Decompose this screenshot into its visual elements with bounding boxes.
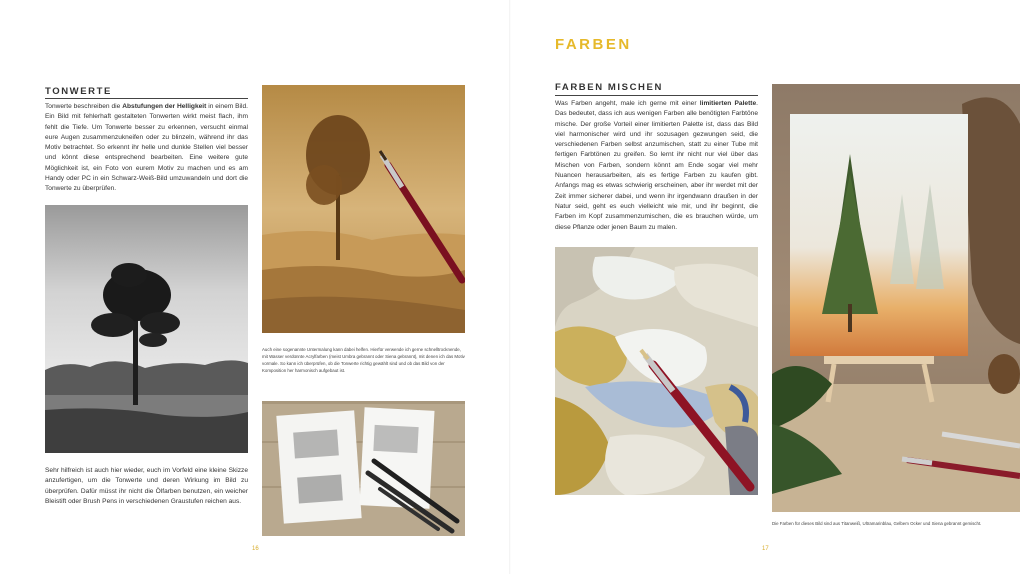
easel-caption: Die Farben für dieses Bild sind aus Titanweiß, Ultramarinblau, Gelbem Ocker und Siena gebrannt gemischt. — [772, 521, 982, 526]
tonwerte-heading-rule — [45, 98, 248, 99]
underpainting-photo — [262, 85, 465, 333]
easel-photo — [772, 84, 1020, 512]
tonwerte-heading: TONWERTE — [45, 86, 112, 97]
bw-tree-photo — [45, 205, 248, 453]
page-number-right: 17 — [762, 546, 769, 552]
page-gutter — [509, 0, 511, 574]
tonwerte-emphasis: Abstufungen der Helligkeit — [122, 103, 207, 110]
underpainting-caption: Auch eine sogenannte Untermalung kann dabei helfen. Hierfür verwende ich gerne schnelltrocknende, mit Wasser verdünnte Acrylfarben (meist Umbra gebrannt oder Siena gebrannt), mit denen ich das Motiv vormale. So kann ich überprüfen, ob die Tonwerte richtig gewählt sind und ob das Bild von der Komposition her harmonisch aufgebaut ist. — [262, 347, 465, 373]
sketch-text: Sehr hilfreich ist auch hier wieder, euch im Vorfeld eine kleine Skizze anzufertigen, um die Tonwerte und deren Wirkung im Bild zu überprüfen. Dafür müsst ihr nicht die Ölfarben benutzen, ein weicher Bleistift oder Brush Pens in verschiedenen Graustufen reichen aus. — [45, 467, 248, 505]
farben-mischen-text: Was Farben angeht, male ich gerne mit einer limitierten Palette. Das bedeutet, dass ich aus wenigen Farben alle benötigten Farbtöne mische. Der große Vorteil einer limitierten Palette ist, dass das Bild viel harmonischer wird und ihr sozusagen gezwungen seid, die verschiedenen Farben selbst anzumischen, statt zu einer Tube mit fertigen Farbtönen zu greifen. So lernt ihr nicht nur viel über das Mischen von Farben, sondern könnt am Ende sogar viel mehr Nuancen herausarbeiten, als es fertige Farben zu kaufen gibt. Anfangs mag es etwas schwierig erscheinen, aber ihr werdet mit der Zeit immer sicherer dabei, und wenn ihr irgendwann draußen in der Natur seid, geht es euch vielleicht wie mir, und ihr beginnt, die Farben im Kopf zusammenzumischen, die es brauchen würde, um diese Pflanze oder jenen Baum zu malen. — [555, 100, 758, 231]
tonwerte-intro-text: Tonwerte beschreiben die Abstufungen der Helligkeit in einem Bild. Ein Bild mit fehlerhaft gestalteten Tonwerten wirkt meist flach, ihm fehlt die Tiefe. Um Tonwerte besser zu erkennen, versucht einmal eure Augen zusammenzukneifen oder zu blinzeln, während ihr das Motiv betrachtet. So erkennt ihr helle und dunkle Stellen viel besser und könnt diese entsprechend bearbeiten. Eine weitere gute Möglichkeit ist, ein Foto von eurem Motiv zu machen und es am Handy oder PC in ein Schwarz-Weiß-Bild umzuwandeln und dort die Tonwerte zu überprüfen. — [45, 103, 248, 193]
farben-mischen-heading: FARBEN MISCHEN — [555, 82, 663, 93]
farben-mischen-heading-rule — [555, 95, 758, 96]
page-number-left: 16 — [252, 546, 259, 552]
palette-photo — [555, 247, 758, 495]
sketchbook-photo — [262, 401, 465, 536]
section-title: FARBEN — [555, 36, 632, 53]
farben-emphasis: limitierten Palette — [699, 100, 757, 107]
